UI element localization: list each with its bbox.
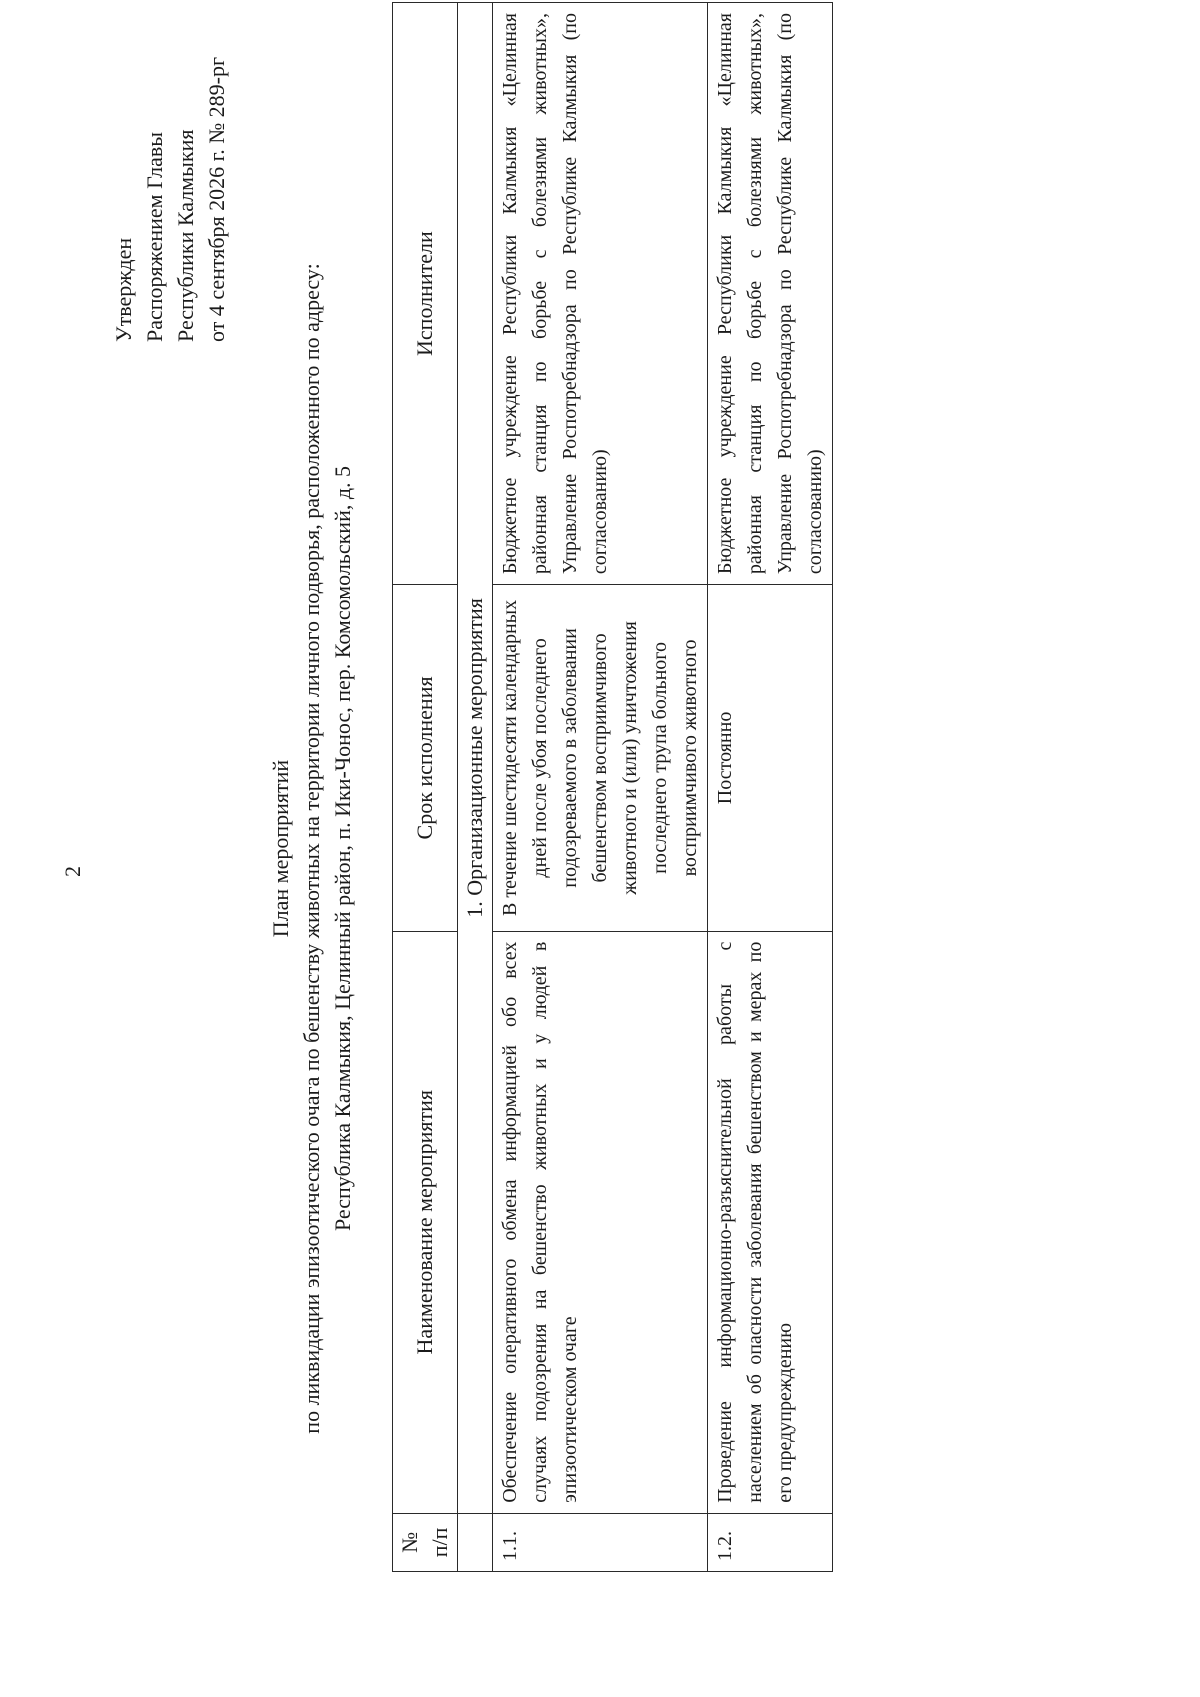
section-title: 1. Организационные мероприятия [458, 3, 493, 1514]
header-name: Наименование мероприятия [393, 931, 458, 1513]
row-executors: Бюджетное учреждение Республики Калмыкия «Целинная районная станция по борьбе с болезнями животных», Управление Роспотребнадзора по Республике Калмыкия (по согласованию) [708, 3, 833, 585]
row-name: Обеспечение оперативного обмена информацией обо всех случаях подозрения на бешенство животных и у людей в эпизоотическом очаге [493, 931, 708, 1513]
plan-table [392, 2, 833, 1572]
title-line-1: по ликвидации эпизоотического очага по бешенству животных на территории личного подворья, расположенного по адресу: [299, 263, 324, 1434]
row-num: 1.2. [708, 1513, 833, 1571]
table-header-row [393, 3, 458, 1572]
row-executors: Бюджетное учреждение Республики Калмыкия «Целинная районная станция по борьбе с болезнями животных», Управление Роспотребнадзора по Республике Калмыкия (по согласованию) [493, 3, 708, 585]
row-name: Проведение информационно-разъяснительной работы с населением об опасности заболевания бешенством и мерах по его предупреждению [708, 931, 833, 1513]
approval-block [108, 57, 232, 342]
approval-line: от 4 сентября 2026 г. № 289-рг [204, 56, 229, 342]
row-term: Постоянно [708, 585, 833, 932]
title-heading: План мероприятий [268, 759, 293, 938]
header-num: № п/п [393, 1513, 458, 1571]
section-spacer [458, 1513, 493, 1571]
page-number: 2 [60, 866, 85, 877]
approval-line: Утвержден [111, 237, 136, 342]
title-line-2: Республика Калмыкия, Целинный район, п. Ики-Чонос, пер. Комсомольский, д. 5 [330, 465, 355, 1232]
table-row [708, 3, 833, 1572]
section-row [458, 3, 493, 1572]
row-num: 1.1. [493, 1513, 708, 1571]
approval-line: Республики Калмыкия [173, 129, 198, 342]
document-title [265, 0, 358, 1697]
header-term: Срок исполнения [393, 585, 458, 932]
table-row [493, 3, 708, 1572]
row-term: В течение шестидесяти календарных дней после убоя последнего подозреваемого в заболевании бешенством восприимчивого животного и (или) уничтожения последнего трупа больного восприимчивого животного [493, 585, 708, 932]
header-executors: Исполнители [393, 3, 458, 585]
approval-line: Распоряжением Главы [142, 131, 167, 342]
